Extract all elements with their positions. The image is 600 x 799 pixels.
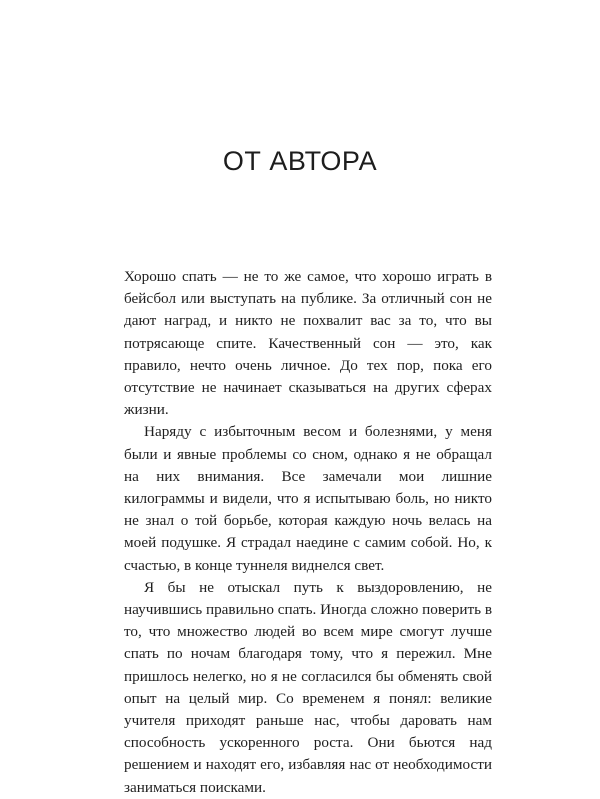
body-text [124,266,492,799]
paragraph-3: Я бы не отыскал путь к выздоровлению, не научившись правильно спать. Иногда сложно поверить в то, что множество людей во всем мире смогут лучше спать по ночам благодаря тому, что я пережил. Мне пришлось нелегко, но я не согласился бы обменять свой опыт на целый мир. Со временем я понял: великие учителя приходят раньше нас, чтобы даровать нам способность ускоренного роста. Они бьются над решением и находят его, избавляя нас от необходимости заниматься поисками. [124,578,492,796]
paragraph-2: Наряду с избыточным весом и болезнями, у меня были и явные проблемы со сном, однако я не обращал на них внимания. Все замечали мои лишние килограммы и видели, что я испытываю боль, но никто не знал о той борьбе, которая каждую ночь велась на моей подушке. Я страдал наедине с самим собой. Но, к счастью, в конце туннеля виднелся свет. [124,423,492,574]
paragraph-1: Хорошо спать — не то же самое, что хорошо играть в бейсбол или выступать на публике. За отличный сон не дают наград, и никто не похвалит вас за то, что вы потрясающе спите. Качественный сон — это, как правило, нечто очень личное. До тех пор, пока его отсутствие не начинает сказываться на других сферах жизни. [124,268,492,419]
chapter-title: ОТ АВТОРА [222,146,378,176]
